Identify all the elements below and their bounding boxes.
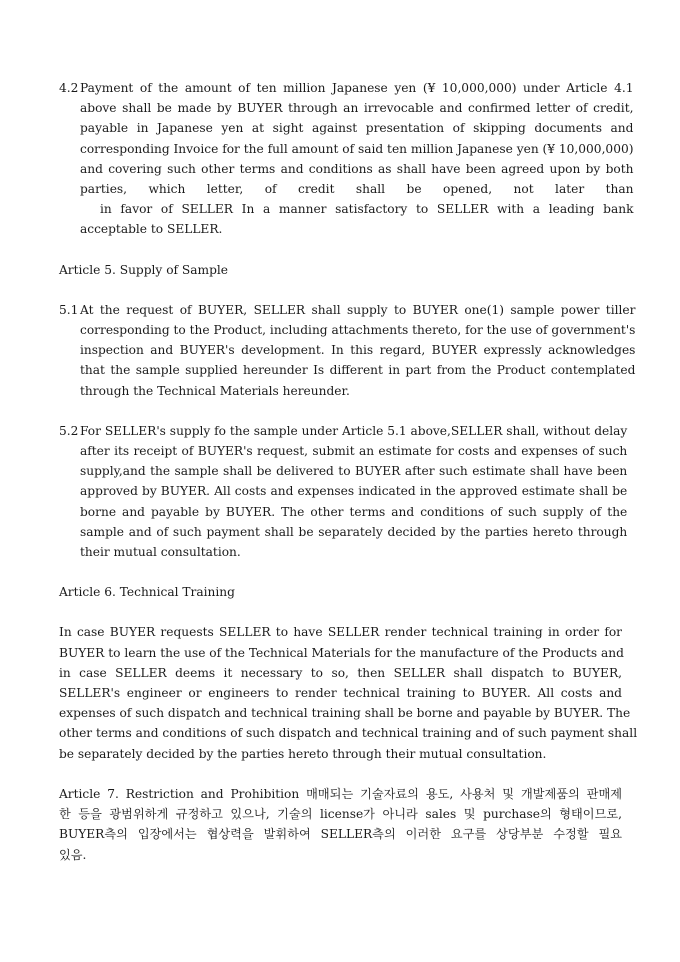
document-page <box>59 78 638 865</box>
clause-line: their mutual consultation. <box>80 545 241 560</box>
paragraph-line: Article 7. Restriction and Prohibition 매매되는 기술자료의 용도, 사용처 및 개발제품의 판매제 <box>59 786 622 801</box>
paragraph-line: expenses of such dispatch and technical training shall be borne and payable by BUYER. The <box>59 706 631 721</box>
clause-line: Payment of the amount of ten million Japanese yen (¥ 10,000,000) under Article 4.1 <box>80 81 634 95</box>
clause-line: that the sample supplied hereunder Is different in part from the Product contemplated <box>80 363 636 378</box>
paragraph-line: other terms and conditions of such dispatch and technical training and of such payment shall <box>59 726 638 741</box>
clause-number: 5.2 <box>59 423 79 438</box>
clause-line: and covering such other terms and conditions as shall have been agreed upon by both <box>80 161 634 176</box>
article-5-heading: Article 5. Supply of Sample <box>59 262 229 277</box>
clause-line: acceptable to SELLER. <box>80 222 223 237</box>
clause-5-2 <box>59 421 628 562</box>
paragraph-line: BUYER to learn the use of the Technical Materials for the manufacture of the Products and <box>59 645 624 660</box>
article-6-body <box>59 622 638 763</box>
clause-4-2 <box>59 78 634 240</box>
clause-line: supply,and the sample shall be delivered to BUYER after such estimate shall have been <box>80 464 628 479</box>
clause-line: in favor of SELLER In a manner satisfactory to SELLER with a leading bank <box>100 202 634 217</box>
clause-line: borne and payable by BUYER. The other terms and conditions of such supply of the <box>80 504 628 519</box>
clause-number: 4.2 <box>59 81 79 95</box>
clause-line: parties, which letter, of credit shall be opened, not later than <box>80 182 634 197</box>
paragraph-line: 한 등을 광범위하게 규정하고 있으나, 기술의 license가 아니라 sales 및 purchase의 형태이므로, <box>59 807 622 822</box>
clause-body <box>80 421 627 562</box>
paragraph-line: In case BUYER requests SELLER to have SELLER render technical training in order for <box>59 625 622 640</box>
clause-body <box>80 300 635 401</box>
paragraph-line: BUYER측의 입장에서는 협상력을 발휘하여 SELLER측의 이러한 요구를 상당부분 수정할 필요 <box>59 827 622 842</box>
article-7-body <box>59 784 622 865</box>
clause-line: through the Technical Materials hereunder. <box>80 383 350 398</box>
clause-line: after its receipt of BUYER's request, submit an estimate for costs and expenses of such <box>80 444 628 459</box>
paragraph-line: be separately decided by the parties hereto through their mutual consultation. <box>59 746 547 761</box>
clause-line: inspection and BUYER's development. In this regard, BUYER expressly acknowledges <box>80 343 636 358</box>
clause-line: For SELLER's supply fo the sample under Article 5.1 above,SELLER shall, without delay <box>80 423 628 438</box>
clause-line: corresponding to the Product, including attachments thereto, for the use of government's <box>80 323 636 338</box>
clause-line: payable in Japanese yen at sight against presentation of skipping documents and <box>80 121 634 136</box>
clause-line: corresponding Invoice for the full amount of said ten million Japanese yen (¥ 10,000,000) <box>80 141 634 156</box>
clause-line: above shall be made by BUYER through an irrevocable and confirmed letter of credit, <box>80 101 634 116</box>
clause-number: 5.1 <box>59 302 79 317</box>
article-6-heading: Article 6. Technical Training <box>59 585 235 600</box>
clause-line: sample and of such payment shall be separately decided by the parties hereto through <box>80 524 628 539</box>
clause-line: approved by BUYER. All costs and expenses indicated in the approved estimate shall be <box>80 484 628 499</box>
clause-5-1 <box>59 300 636 401</box>
paragraph-line: 있음. <box>59 847 87 862</box>
paragraph-line: SELLER's engineer or engineers to render technical training to BUYER. All costs and <box>59 686 622 701</box>
clause-body <box>80 78 633 240</box>
clause-line: At the request of BUYER, SELLER shall supply to BUYER one(1) sample power tiller <box>80 302 636 317</box>
paragraph-line: in case SELLER deems it necessary to so, then SELLER shall dispatch to BUYER, <box>59 665 622 680</box>
